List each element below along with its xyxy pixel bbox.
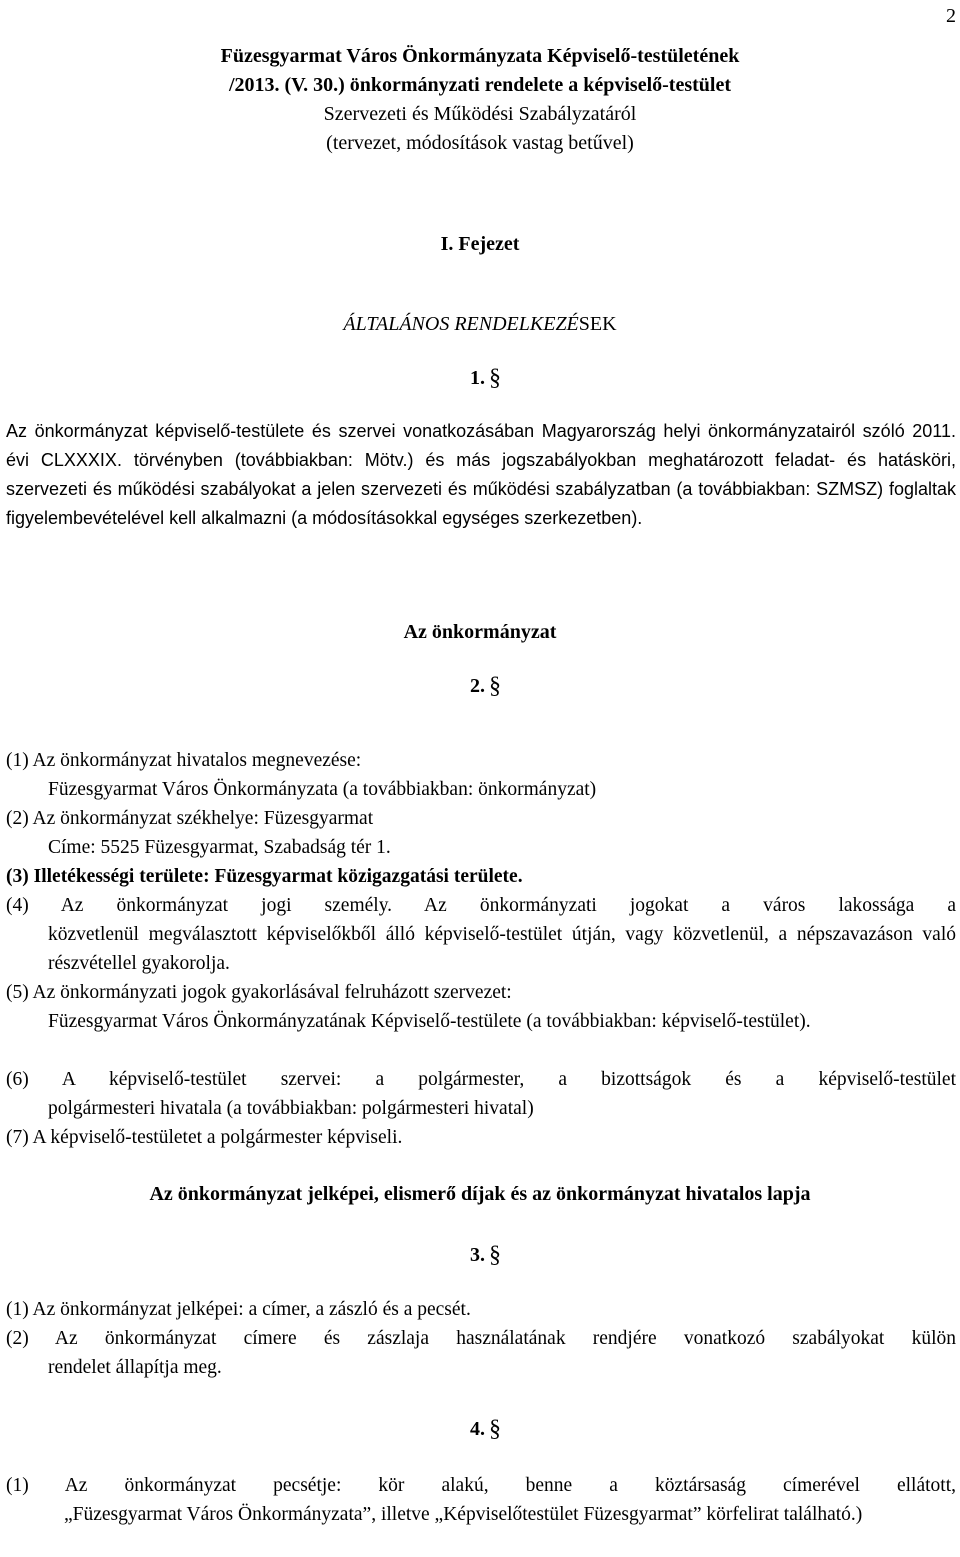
chapter-title-rest: SEK <box>578 313 617 335</box>
chapter-heading: I. Fejezet <box>440 233 520 255</box>
s2-p4-first: (4) Az önkormányzat jogi személy. Az önkormányzati jogokat a város lakossága a <box>6 895 956 916</box>
s2-p5-label: (5) Az önkormányzati jogok gyakorlásával felruházott szervezet: <box>6 982 512 1003</box>
section-symbol: § <box>489 1242 501 1268</box>
title-line-1: Füzesgyarmat Város Önkormányzata Képviselő-testületének <box>220 45 740 67</box>
s4-p1-rest: „Füzesgyarmat Város Önkormányzata”, illetve „Képviselőtestület Füzesgyarmat” körfelirat található.) <box>64 1504 863 1525</box>
section-symbol: § <box>489 673 501 699</box>
s2-p7: (7) A képviselő-testületet a polgármester képviseli. <box>6 1127 403 1148</box>
document-title <box>0 42 960 158</box>
s2-p5-value: Füzesgyarmat Város Önkormányzatának Képviselő-testülete (a továbbiakban: képviselő-testület). <box>48 1011 811 1032</box>
s2-p6-rest: polgármesteri hivatala (a továbbiakban: polgármesteri hivatal) <box>48 1098 534 1119</box>
section-3-marker <box>470 1240 501 1270</box>
section-2-marker <box>470 671 501 701</box>
section-1-marker <box>470 363 501 393</box>
s2-p1-label: (1) Az önkormányzat hivatalos megnevezése: <box>6 750 362 771</box>
section-symbol: § <box>489 1416 501 1442</box>
chapter-title <box>0 310 960 339</box>
chapter-title-italic: ÁLTALÁNOS RENDELKEZÉ <box>343 313 579 335</box>
title-line-3: Szervezeti és Működési Szabályzatáról <box>323 103 637 125</box>
s3-p2-first: (2) Az önkormányzat címere és zászlaja használatának rendjére vonatkozó szabályokat külön <box>6 1328 956 1349</box>
s3-p2-rest: rendelet állapítja meg. <box>48 1357 222 1378</box>
section-1-text: Az önkormányzat képviselő-testülete és szervei vonatkozásában Magyarország helyi önkormányzatairól szóló 2011. évi CLXXXIX. törvényben (továbbiakban: Mötv.) és más jogszabályokban meghatározott feladat- és hatásköri, szervezeti és működési szabályokat a jelen szervezeti és működési szabályzatban (a továbbiakban: SZMSZ) foglaltak figyelembevételével kell alkalmazni (a módosításokkal egységes szerkezetben). <box>6 421 956 528</box>
section-4-number: 4. <box>470 1418 485 1440</box>
section-1-number: 1. <box>470 367 485 389</box>
s4-p1-first: (1) Az önkormányzat pecsétje: kör alakú, benne a köztársaság címerével ellátott, <box>6 1475 956 1496</box>
title-line-4: (tervezet, módosítások vastag betűvel) <box>326 132 634 154</box>
s2-p4-rest: közvetlenül megválasztott képviselőkből álló képviselő-testület útján, vagy közvetlenül, a népszavazáson való részvétellel gyakorolja. <box>48 924 956 974</box>
title-line-2: /2013. (V. 30.) önkormányzati rendelete a képviselő-testület <box>229 74 731 96</box>
s3-p1: (1) Az önkormányzat jelképei: a címer, a zászló és a pecsét. <box>6 1299 471 1320</box>
s2-p3: (3) Illetékességi területe: Füzesgyarmat közigazgatási területe. <box>6 866 523 887</box>
section-symbol: § <box>489 365 501 391</box>
heading-jelkepek: Az önkormányzat jelképei, elismerő díjak és az önkormányzat hivatalos lapja <box>149 1183 811 1205</box>
section-2-number: 2. <box>470 675 485 697</box>
s2-p2-value: Címe: 5525 Füzesgyarmat, Szabadság tér 1. <box>48 837 391 858</box>
s2-p2-label: (2) Az önkormányzat székhelye: Füzesgyarmat <box>6 808 374 829</box>
s2-p1-value: Füzesgyarmat Város Önkormányzata (a továbbiakban: önkormányzat) <box>48 779 597 800</box>
section-4-marker <box>470 1414 501 1444</box>
section-3-number: 3. <box>470 1244 485 1266</box>
heading-onkormanyzat: Az önkormányzat <box>403 621 557 643</box>
page-number: 2 <box>946 5 956 27</box>
s2-p6-first: (6) A képviselő-testület szervei: a polgármester, a bizottságok és a képviselő-testület <box>6 1069 956 1090</box>
